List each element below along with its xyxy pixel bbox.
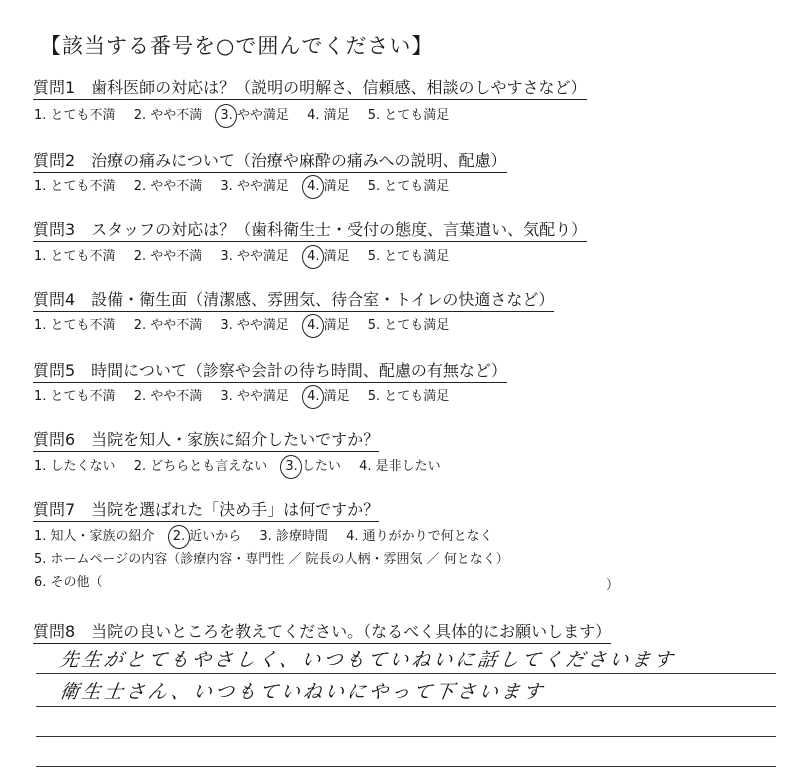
question-2-options (34, 178, 463, 196)
question-7-options (34, 528, 507, 546)
q1-option-5[interactable]: 5. とても満足 (367, 108, 450, 123)
answer-ruled-line (36, 766, 776, 767)
q4-option-2[interactable]: 2. やや不満 (133, 318, 203, 333)
q3-option-4[interactable]: 4. 満足 (307, 249, 350, 264)
question-7-heading: 質問7 当院を選ばれた「決め手」は何ですか？ (33, 500, 379, 522)
q4-option-4[interactable]: 4. 満足 (307, 318, 350, 333)
q4-option-5[interactable]: 5. とても満足 (367, 318, 450, 333)
q7-option-2[interactable]: 2. 近いから (172, 529, 242, 544)
q7-option-5[interactable]: 5. ホームページの内容（診療内容・専門性 ／ 院長の人柄・雰囲気 ／ 何となく） (34, 552, 509, 567)
question-4-options (34, 317, 463, 335)
question-1-options (34, 107, 463, 125)
q7-option-6[interactable]: 6. その他（ (34, 575, 103, 590)
question-6-options (34, 458, 455, 476)
q3-option-1[interactable]: 1. とても不満 (34, 249, 116, 264)
question-8-heading: 質問8 当院の良いところを教えてください。（なるべく具体的にお願いします） (33, 622, 611, 644)
answer-ruled-line (36, 673, 776, 674)
q4-option-1[interactable]: 1. とても不満 (34, 318, 116, 333)
question-5-heading: 質問5 時間について（診察や会計の待ち時間、配慮の有無など） (33, 361, 507, 383)
page-title: 【該当する番号を○で囲んでください】 (40, 34, 434, 58)
q1-option-4[interactable]: 4. 満足 (307, 108, 350, 123)
q7-option-1[interactable]: 1. 知人・家族の紹介 (34, 529, 155, 544)
q5-option-1[interactable]: 1. とても不満 (34, 389, 116, 404)
question-5-options (34, 388, 463, 406)
q2-option-4[interactable]: 4. 満足 (307, 179, 350, 194)
question-3-options (34, 248, 463, 266)
question-4-heading: 質問4 設備・衛生面（清潔感、雰囲気、待合室・トイレの快適さなど） (33, 290, 554, 312)
q4-option-3[interactable]: 3. やや満足 (220, 318, 289, 333)
q1-option-1[interactable]: 1. とても不満 (34, 108, 116, 123)
q3-option-5[interactable]: 5. とても満足 (367, 249, 450, 264)
q1-option-3[interactable]: 3. やや満足 (220, 108, 289, 123)
q7-other-close-paren: ） (606, 578, 620, 593)
q5-option-4[interactable]: 4. 満足 (307, 389, 350, 404)
question-1-heading: 質問1 歯科医師の対応は？（説明の明解さ、信頼感、相談のしやすさなど） (33, 78, 587, 100)
q1-option-2[interactable]: 2. やや不満 (133, 108, 203, 123)
q2-option-3[interactable]: 3. やや満足 (220, 179, 289, 194)
answer-ruled-line (36, 736, 776, 737)
question-3-heading: 質問3 スタッフの対応は？（歯科衛生士・受付の態度、言葉遣い、気配り） (33, 220, 587, 242)
question-6-heading: 質問6 当院を知人・家族に紹介したいですか？ (33, 430, 379, 452)
q3-option-2[interactable]: 2. やや不満 (133, 249, 203, 264)
question-2-heading: 質問2 治療の痛みについて（治療や麻酔の痛みへの説明、配慮） (33, 151, 507, 173)
q6-option-1[interactable]: 1. したくない (34, 459, 116, 474)
q2-option-1[interactable]: 1. とても不満 (34, 179, 116, 194)
q2-option-5[interactable]: 5. とても満足 (367, 179, 450, 194)
q2-option-2[interactable]: 2. やや不満 (133, 179, 203, 194)
q6-option-3[interactable]: 3. したい (285, 459, 341, 474)
q6-option-4[interactable]: 4. 是非したい (359, 459, 441, 474)
q3-option-3[interactable]: 3. やや満足 (220, 249, 289, 264)
q5-option-2[interactable]: 2. やや不満 (133, 389, 203, 404)
q5-option-5[interactable]: 5. とても満足 (367, 389, 450, 404)
q8-answer-line-2: 衛生士さん、いつもていねいにやって下さいます (58, 681, 547, 703)
q6-option-2[interactable]: 2. どちらとも言えない (133, 459, 268, 474)
q5-option-3[interactable]: 3. やや満足 (220, 389, 289, 404)
q7-option-3[interactable]: 3. 診療時間 (259, 529, 328, 544)
answer-ruled-line (36, 706, 776, 707)
q8-answer-line-1: 先生がとてもやさしく、いつもていねいに話してくださいます (58, 649, 677, 671)
q7-option-4[interactable]: 4. 通りがかりで何となく (346, 529, 493, 544)
